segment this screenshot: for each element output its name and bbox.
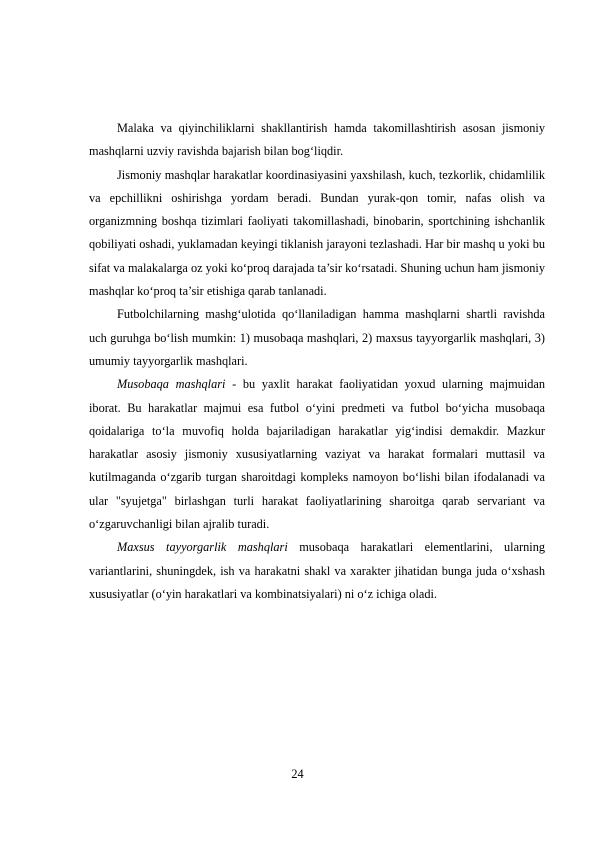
paragraph-skills	[89, 117, 545, 164]
paragraph-text: Jismoniy mashqlar harakatlar koordinasiyasini yaxshilash, kuch, tezkorlik, chidamlilik va epchillikni oshirishga yordam beradi. Bundan yurak-qon tomir, nafas olish va organizmning boshqa tizimlari faoliyati takomillashadi, binobarin, sportchining ishchanlik qobiliyati oshadi, yuklamadan keyingi tiklanish jarayoni tezlashadi. Har bir mashq u yoki bu sifat va malakalarga oz yoki ko‘proq darajada ta’sir ko‘rsatadi. Shuning uchun ham jismoniy mashqlar ko‘proq ta’sir etishiga qarab tanlanadi.	[89, 167, 545, 299]
paragraph-text: Futbolchilarning mashg‘ulotida qo‘llaniladigan hamma mashqlarni shartli ravishda uch guruhga bo‘lish mumkin: 1) musobaqa mashqlari, 2) maxsus tayyorgarlik mashqlari, 3) umumiy tayyorgarlik mashqlari.	[89, 307, 545, 368]
paragraph-competition-exercises	[89, 373, 545, 536]
paragraph-text: musobaqa harakatlari elementlarini, ularning variantlarini, shuningdek, ish va harakatni shakl va xarakter jihatidan bunga juda o‘xshash xususiyatlar (o‘yin harakatlari va kombinatsiyalari) ni o‘z ichiga oladi.	[89, 540, 545, 601]
term-special-exercises: Maxsus tayyorgarlik mashqlari	[117, 540, 288, 555]
term-competition-exercises: Musobaqa mashqlari	[117, 377, 226, 392]
page-number: 24	[291, 767, 304, 781]
paragraph-physical-exercises	[89, 164, 545, 304]
page-body	[89, 117, 545, 606]
paragraph-special-exercises	[89, 536, 545, 606]
paragraph-text: Malaka va qiyinchiliklarni shakllantirish hamda takomillashtirish asosan jismoniy mashqlarni uzviy ravishda bajarish bilan bog‘liqdir.	[89, 121, 545, 159]
paragraph-exercise-groups	[89, 303, 545, 373]
paragraph-text: - bu yaxlit harakat faoliyatidan yoxud ularning majmuidan iborat. Bu harakatlar majmui esa futbol o‘yini predmeti va futbol bo‘yicha musobaqa qoidalariga to‘la muvofiq holda bajariladigan harakatlar yig‘indisi demakdir. Mazkur harakatlar asosiy jismoniy xususiyatlarning vaziyat va harakat formalari muttasil va kutilmaganda o‘zgarib turgan sharoitdagi kompleks namoyon bo‘lishi bilan ifodalanadi va ular "syujetga" birlashgan turli harakat faoliyatlarining sharoitga qarab servariant va o‘zgaruvchanligi bilan ajralib turadi.	[89, 377, 545, 532]
